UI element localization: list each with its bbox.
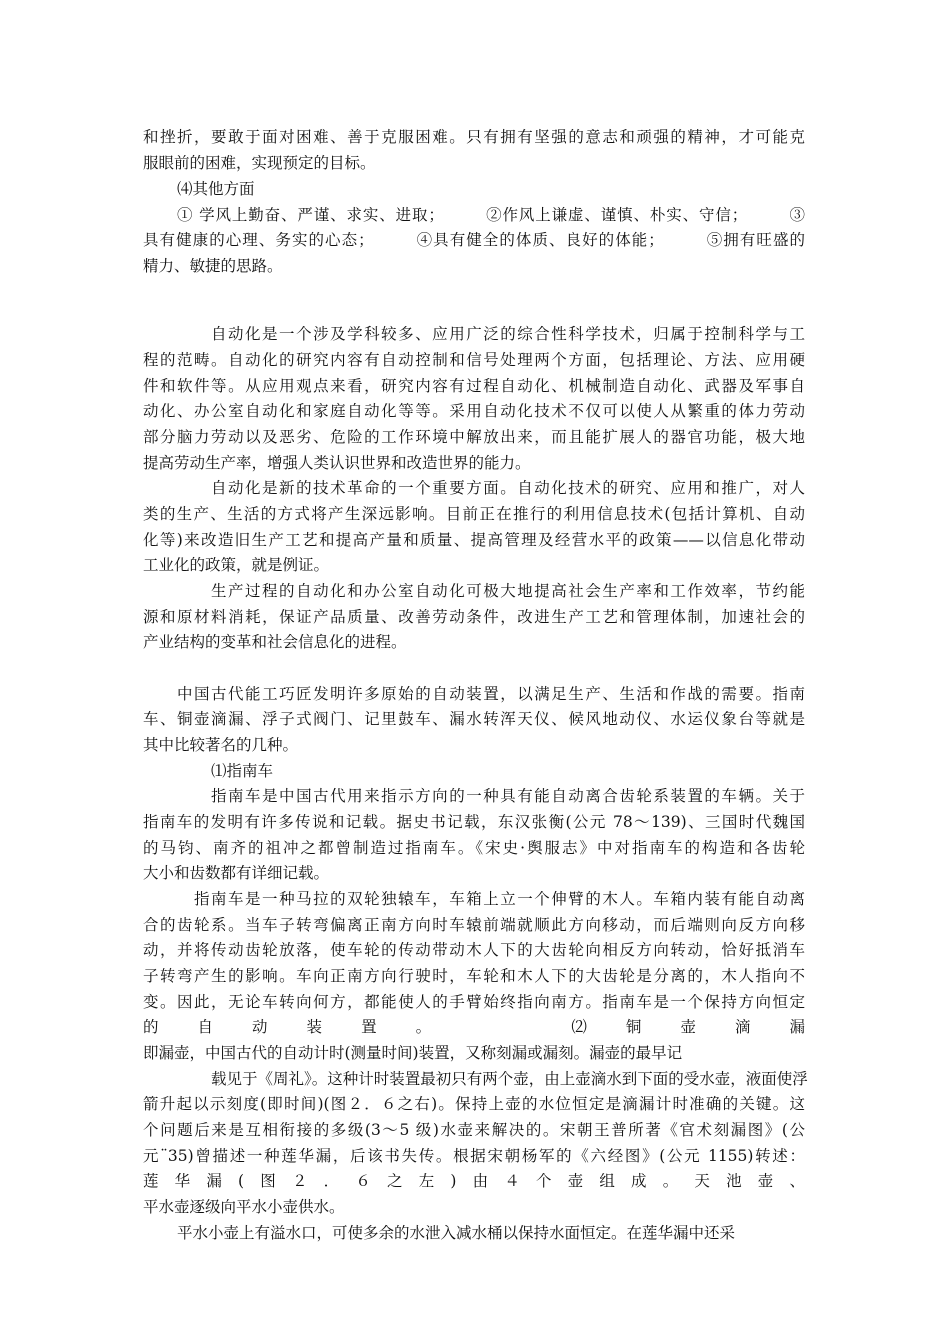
text-line: 动化、办公室自动化和家庭自动化等等。采用自动化技术不仅可以使人从繁重的体力劳动 <box>143 402 805 420</box>
text-line: 具有健康的心理、务实的心态； ④具有健全的体质、良好的体能； ⑤拥有旺盛的 <box>143 231 805 249</box>
text-line: 工业化的政策，就是例证。 <box>143 556 330 574</box>
text-line: 类的生产、生活的方式将产生深远影响。目前正在推行的利用信息技术(包括计算机、自动 <box>143 505 805 523</box>
text-line: 元¨35)曾描述一种莲华漏，后该书失传。根据宋朝杨军的《六经图》(公元 1155)转述： <box>143 1147 805 1165</box>
text-line: 件和软件等。从应用观点来看，研究内容有过程自动化、机械制造自动化、武器及军事自 <box>143 377 805 395</box>
text-line: 精力、敏捷的思路。 <box>143 257 283 275</box>
text-line: 化等)来改造旧生产工艺和提高产量和质量、提高管理及经营水平的政策——以信息化带动 <box>143 531 805 549</box>
text-line: ① 学风上勤奋、严谨、求实、进取； ②作风上谦虚、谨慎、朴实、守信； ③ <box>177 206 805 224</box>
text-line: 自动化是一个涉及学科较多、应用广泛的综合性科学技术，归属于控制科学与工 <box>211 325 805 343</box>
text-line: 莲华漏(图２．６之左)由４个壶组成。天池壶、 <box>143 1172 805 1190</box>
section-heading: ⑴指南车 <box>211 762 274 780</box>
text-line: 中国古代能工巧匠发明许多原始的自动装置，以满足生产、生活和作战的需要。指南 <box>177 685 805 703</box>
text-line: 的自动装置。 ⑵铜壶滴漏 <box>143 1018 805 1036</box>
text-line: 即漏壶，中国古代的自动计时(测量时间)装置，又称刻漏或漏刻。漏壶的最早记 <box>143 1044 683 1062</box>
text-line: 动，并将传动齿轮放落，使车轮的传动带动木人下的大齿轮向相反方向转动，恰好抵消车 <box>143 941 805 959</box>
text-line: 子转弯产生的影响。车向正南方向行驶时，车轮和木人下的大齿轮是分离的，木人指向不 <box>143 967 805 985</box>
text-line: 变。因此，无论车转向何方，都能使人的手臂始终指向南方。指南车是一个保持方向恒定 <box>143 993 805 1011</box>
text-line: 生产过程的自动化和办公室自动化可极大地提高社会生产率和工作效率，节约能 <box>211 582 805 600</box>
text-line: 合的齿轮系。当车子转弯偏离正南方向时车辕前端就顺此方向移动，而后端则向反方向移 <box>143 916 805 934</box>
text-line: 其中比较著名的几种。 <box>143 736 299 754</box>
text-line: 箭升起以示刻度(即时间)(图２．６之右)。保持上壶的水位恒定是滴漏计时准确的关键。这 <box>143 1095 805 1113</box>
text-line: 指南车是中国古代用来指示方向的一种具有能自动离合齿轮系装置的车辆。关于 <box>211 787 805 805</box>
text-line: 源和原材料消耗，保证产品质量、改善劳动条件，改进生产工艺和管理体制，加速社会的 <box>143 608 805 626</box>
text-line: 自动化是新的技术革命的一个重要方面。自动化技术的研究、应用和推广，对人 <box>211 479 805 497</box>
text-line: 车、铜壶滴漏、浮子式阀门、记里鼓车、漏水转浑天仪、候风地动仪、水运仪象台等就是 <box>143 710 805 728</box>
text-line: 部分脑力劳动以及恶劣、危险的工作环境中解放出来，而且能扩展人的器官功能，极大地 <box>143 428 805 446</box>
text-line: 产业结构的变革和社会信息化的进程。 <box>143 633 407 651</box>
section-heading: ⑷其他方面 <box>177 180 255 198</box>
text-line: 和挫折，要敢于面对困难、善于克服困难。只有拥有坚强的意志和顽强的精神，才可能克 <box>143 128 805 146</box>
text-line: 程的范畴。自动化的研究内容有自动控制和信号处理两个方面，包括理论、方法、应用硬 <box>143 351 805 369</box>
text-line: 服眼前的困难，实现预定的目标。 <box>143 154 376 172</box>
text-line: 个问题后来是互相衔接的多级(3～5 级)水壶来解决的。宋朝王普所著《官术刻漏图》(公 <box>143 1121 805 1139</box>
text-line: 指南车的发明有许多传说和记载。据史书记载，东汉张衡(公元 78～139)、三国时代魏国 <box>143 813 805 831</box>
text-line: 提高劳动生产率，增强人类认识世界和改造世界的能力。 <box>143 454 531 472</box>
text-line: 载见于《周礼》。这种计时装置最初只有两个壶，由上壶滴水到下面的受水壶，液面使浮 <box>211 1070 808 1088</box>
text-line: 的马钧、南齐的祖冲之都曾制造过指南车。《宋史·舆服志》中对指南车的构造和各齿轮 <box>143 839 805 857</box>
text-line: 平水小壶上有溢水口，可使多余的水泄入减水桶以保持水面恒定。在莲华漏中还采 <box>177 1224 736 1242</box>
text-line: 大小和齿数都有详细记载。 <box>143 864 330 882</box>
text-line: 指南车是一种马拉的双轮独辕车，车箱上立一个伸臂的木人。车箱内装有能自动离 <box>194 890 805 908</box>
text-line: 平水壶逐级向平水小壶供水。 <box>143 1198 345 1216</box>
text-line <box>194 1245 805 1271</box>
